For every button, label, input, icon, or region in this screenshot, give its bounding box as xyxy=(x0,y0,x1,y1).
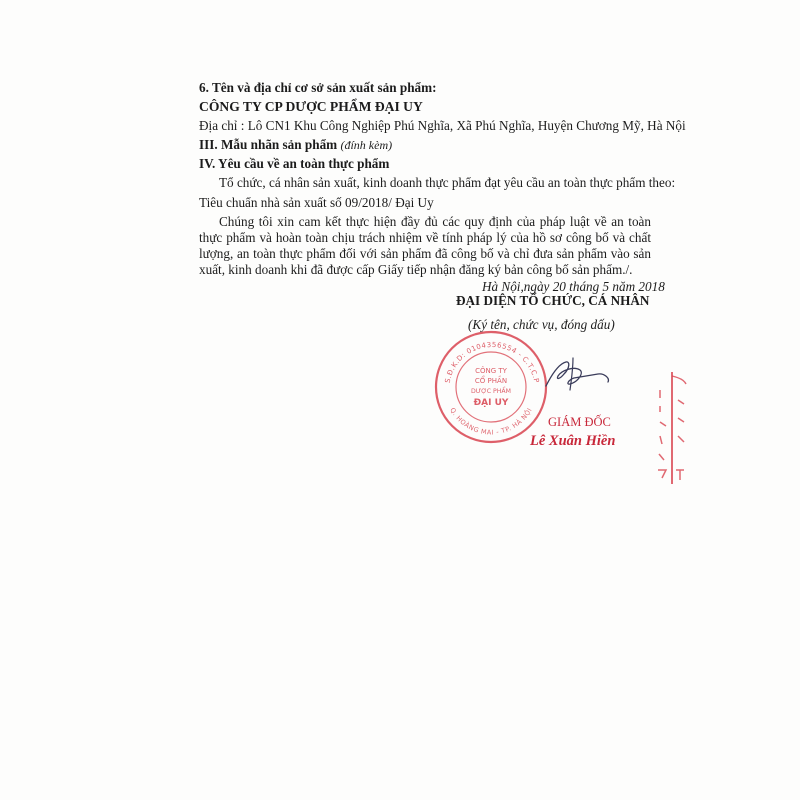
section-4-heading: IV. Yêu cầu về an toàn thực phẩm xyxy=(199,156,390,171)
section-4-intro: Tổ chức, cá nhân sản xuất, kinh doanh thực phẩm đạt yêu cầu an toàn thực phẩm theo: xyxy=(219,175,676,190)
company-address: Địa chỉ : Lô CN1 Khu Công Nghiệp Phú Nghĩa, Xã Phú Nghĩa, Huyện Chương Mỹ, Hà Nội xyxy=(199,118,686,133)
company-seal-stamp xyxy=(432,328,550,446)
date-line: Hà Nội,ngày 20 tháng 5 năm 2018 xyxy=(482,279,665,294)
representative-heading: ĐẠI DIỆN TỔ CHỨC, CÁ NHÂN xyxy=(456,293,650,308)
section-4-standard: Tiêu chuẩn nhà sản xuất số 09/2018/ Đại Uy xyxy=(199,195,434,210)
director-title: GIÁM ĐỐC xyxy=(548,415,611,429)
stamp-ring-text-bottom: Q. HOÀNG MAI - TP. HÀ NỘI xyxy=(448,406,534,437)
director-name: Lê Xuân Hiền xyxy=(530,433,616,449)
section-6-heading: 6. Tên và địa chỉ cơ sở sản xuất sản phẩm: xyxy=(199,80,437,95)
handwritten-signature xyxy=(540,352,615,398)
stamp-ring-text: S.Đ.K.D: 0104356554 - C.T.C.P xyxy=(443,340,541,384)
commitment-paragraph: Chúng tôi xin cam kết thực hiện đầy đủ các quy định của pháp luật về an toàn thực phẩm và hoàn toàn chịu trách nhiệm về tính pháp lý của hồ sơ công bố và chất lượng, an toàn thực phẩm đối với sản phẩm đã công bố và chỉ đưa sản phẩm vào sản xuất, kinh doanh khi đã được cấp Giấy tiếp nhận đăng ký bản công bố sản phẩm./. xyxy=(199,214,651,277)
company-name: CÔNG TY CP DƯỢC PHẨM ĐẠI UY xyxy=(199,99,423,114)
stamp-line-3: DƯỢC PHẨM xyxy=(471,388,511,395)
stamp-line-2: CỔ PHẦN xyxy=(474,377,508,385)
signature-instruction: (Ký tên, chức vụ, đóng dấu) xyxy=(468,317,615,332)
section-3-heading: III. Mẫu nhãn sản phẩm xyxy=(199,137,338,152)
section-3-line xyxy=(199,137,392,153)
seam-stamp-fragment xyxy=(652,370,690,486)
section-3-note: (đính kèm) xyxy=(340,138,393,152)
stamp-line-4: ĐẠI UY xyxy=(473,398,509,408)
stamp-line-1: CÔNG TY xyxy=(475,367,507,375)
